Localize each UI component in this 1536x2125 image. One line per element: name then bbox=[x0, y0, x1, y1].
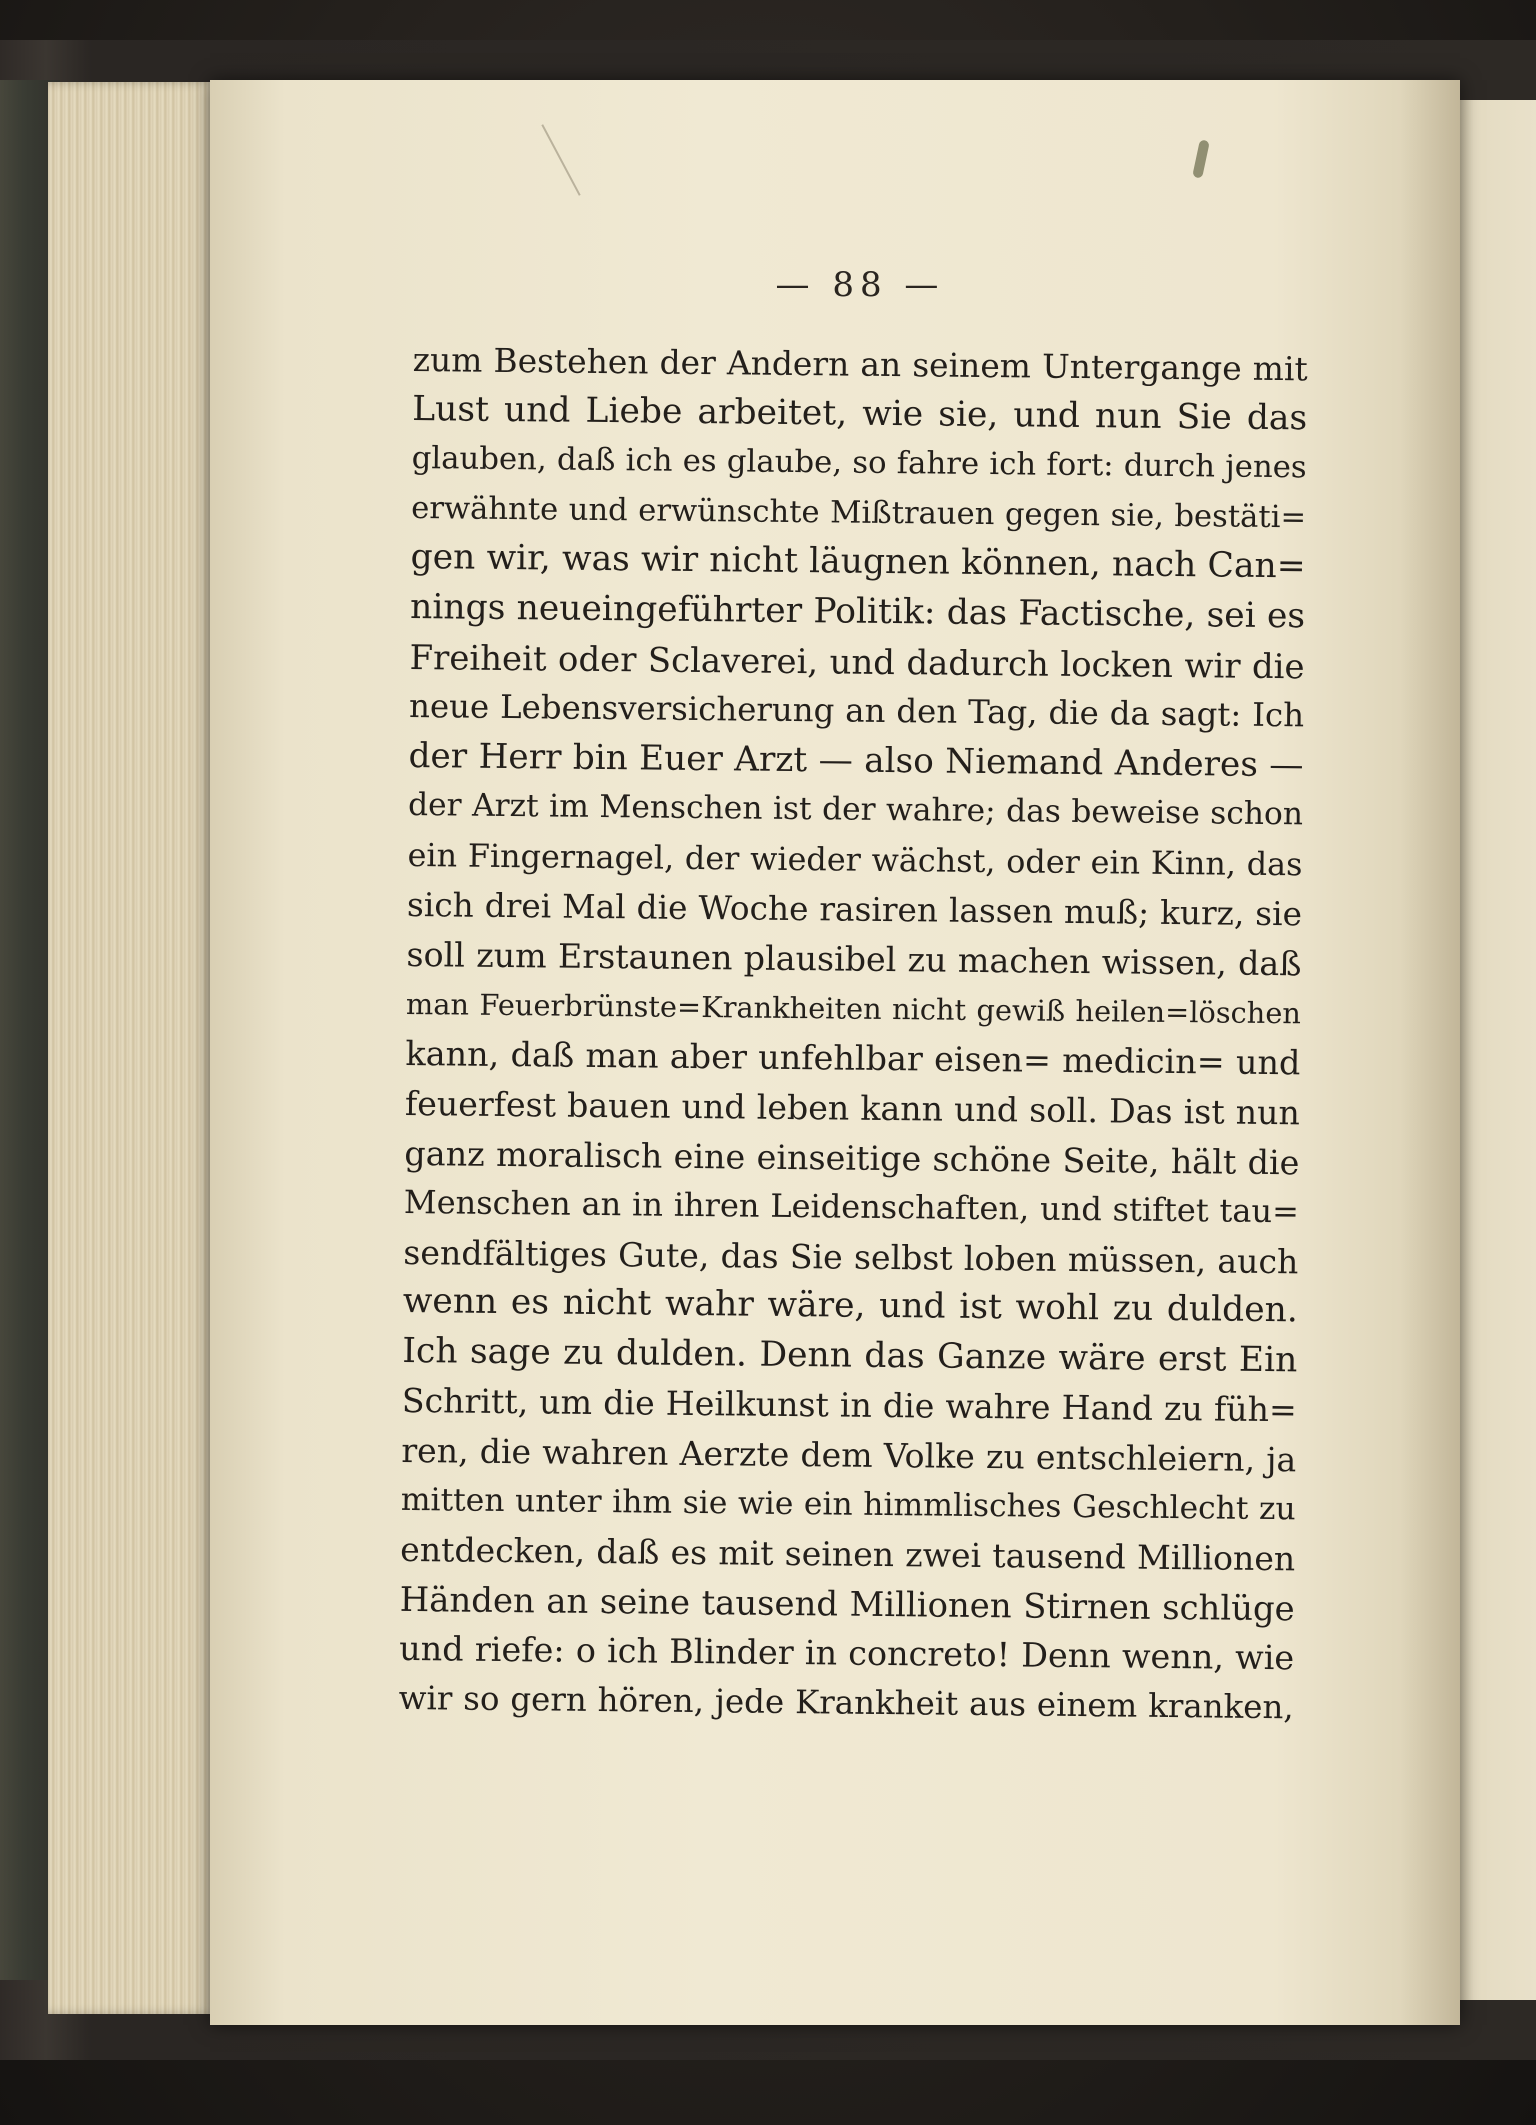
text-line: der Herr bin Euer Arzt — also Niemand Anderes — bbox=[408, 735, 1304, 786]
text-line: der Arzt im Menschen ist der wahre; das beweise schon bbox=[407, 787, 1304, 833]
text-line: soll zum Erstaunen plausibel zu machen wissen, daß bbox=[406, 935, 1302, 984]
text-line: ganz moralisch eine einseitige schöne Seite, hält die bbox=[404, 1133, 1300, 1182]
text-line: Händen an seine tausend Millionen Stirnen schlüge bbox=[399, 1579, 1295, 1629]
text-line: gen wir, was wir nicht läugnen können, nach Can= bbox=[410, 537, 1306, 587]
text-line: Ich sage zu dulden. Denn das Ganze wäre erst Ein bbox=[402, 1330, 1298, 1381]
page-text bbox=[398, 335, 1307, 1733]
text-line: Schritt, um die Heilkunst in die wahre Hand zu füh= bbox=[401, 1381, 1297, 1430]
text-line: glauben, daß ich es glaube, so fahre ich fort: durch jenes bbox=[411, 440, 1307, 486]
page-gutter-shadow bbox=[1400, 80, 1460, 2025]
text-line: sich drei Mal die Woche rasiren lassen muß; kurz, sie bbox=[406, 885, 1303, 933]
text-line: entdecken, daß es mit seinen zwei tausend Millionen bbox=[400, 1530, 1296, 1579]
text-line: ein Fingernagel, der wieder wächst, oder ein Kinn, das bbox=[407, 835, 1303, 884]
text-line: Menschen an in ihren Leidenschaften, und stiftet tau= bbox=[403, 1183, 1300, 1231]
text-line: zum Bestehen der Andern an seinem Untergange mit bbox=[412, 339, 1308, 389]
text-line: nings neueingeführter Politik: das Factische, sei es bbox=[409, 586, 1306, 637]
text-line: Lust und Liebe arbeitet, wie sie, und nun Sie das bbox=[412, 388, 1308, 438]
text-line: neue Lebensversicherung an den Tag, die da sagt: Ich bbox=[408, 687, 1305, 735]
text-line: mitten unter ihm sie wie ein himmlisches Geschlecht zu bbox=[400, 1481, 1296, 1527]
text-line: Freiheit oder Sclaverei, und dadurch locken wir die bbox=[409, 637, 1305, 686]
text-line: ren, die wahren Aerzte dem Volke zu entschleiern, ja bbox=[401, 1431, 1297, 1480]
page-number: — 88 — bbox=[775, 265, 945, 305]
text-line: wenn es nicht wahr wäre, und ist wohl zu dulden. bbox=[402, 1281, 1299, 1331]
page-stack-edges bbox=[48, 82, 218, 2014]
text-line: sendfältiges Gute, das Sie selbst loben müssen, auch bbox=[403, 1232, 1299, 1282]
text-line: kann, daß man aber unfehlbar eisen= medicin= und bbox=[405, 1034, 1301, 1083]
text-line: feuerfest bauen und leben kann und soll. Das ist nun bbox=[404, 1083, 1301, 1133]
text-line: man Feuerbrünste=Krankheiten nicht gewiß heilen=löschen bbox=[405, 986, 1302, 1031]
text-line: und riefe: o ich Blinder in concreto! Denn wenn, wie bbox=[399, 1629, 1295, 1678]
text-line: erwähnte und erwünschte Mißtrauen gegen sie, bestäti= bbox=[411, 490, 1307, 536]
text-line: wir so gern hören, jede Krankheit aus einem kranken, bbox=[398, 1678, 1294, 1727]
